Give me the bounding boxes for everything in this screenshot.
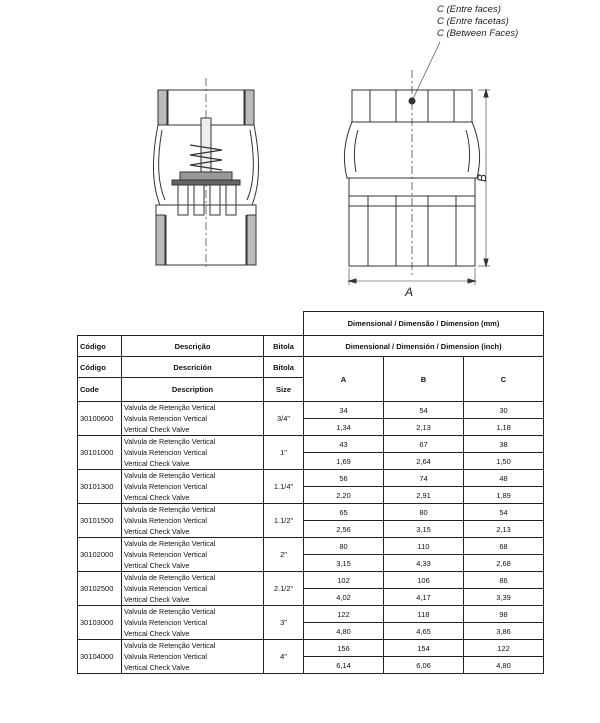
product-size: 3/4" (264, 402, 304, 436)
product-description (122, 402, 264, 436)
product-code: 30104000 (78, 640, 122, 674)
product-size: 2.1/2" (264, 572, 304, 606)
dim-inch-b: 4,17 (384, 589, 464, 606)
dim-mm-a: 80 (304, 538, 384, 555)
header-size: Size (264, 378, 304, 402)
section-view (153, 78, 258, 270)
product-description (122, 606, 264, 640)
description-line: Valvula Retencion Vertical (124, 618, 207, 627)
product-code: 30101300 (78, 470, 122, 504)
product-description (122, 640, 264, 674)
product-code: 30100600 (78, 402, 122, 436)
description-line: Valvula de Retenção Vertical (124, 403, 216, 412)
description-line: Vertical Check Valve (124, 527, 190, 536)
product-size: 2" (264, 538, 304, 572)
table-row (78, 402, 544, 419)
dim-mm-c: 68 (464, 538, 544, 555)
label-c-es: C (Entre facetas) (437, 16, 509, 27)
description-line: Vertical Check Valve (124, 561, 190, 570)
description-line: Valvula Retencion Vertical (124, 448, 207, 457)
header-desc: Descrición (122, 357, 264, 378)
dim-mm-b: 67 (384, 436, 464, 453)
dim-inch-b: 6,06 (384, 657, 464, 674)
dim-mm-b: 80 (384, 504, 464, 521)
dim-mm-b: 118 (384, 606, 464, 623)
dim-inch-a: 2,56 (304, 521, 384, 538)
product-code: 30103000 (78, 606, 122, 640)
description-line: Valvula de Retenção Vertical (124, 505, 216, 514)
product-size: 1" (264, 436, 304, 470)
table-row (78, 436, 544, 453)
header-code: Code (78, 378, 122, 402)
col-header-c: C (464, 357, 544, 402)
dim-inch-c: 1,50 (464, 453, 544, 470)
description-line: Valvula de Retenção Vertical (124, 437, 216, 446)
dim-mm-c: 54 (464, 504, 544, 521)
description-line: Valvula Retencion Vertical (124, 482, 207, 491)
col-header-b: B (384, 357, 464, 402)
description-line: Valvula Retencion Vertical (124, 516, 207, 525)
dim-inch-c: 4,80 (464, 657, 544, 674)
description-line: Valvula de Retenção Vertical (124, 641, 216, 650)
dim-inch-b: 4,65 (384, 623, 464, 640)
dim-mm-a: 56 (304, 470, 384, 487)
dim-mm-b: 74 (384, 470, 464, 487)
table-row (78, 606, 544, 623)
product-description (122, 436, 264, 470)
dim-mm-a: 34 (304, 402, 384, 419)
dim-inch-a: 3,15 (304, 555, 384, 572)
dim-mm-a: 43 (304, 436, 384, 453)
dim-mm-c: 86 (464, 572, 544, 589)
dim-mm-c: 48 (464, 470, 544, 487)
spec-table (77, 311, 544, 674)
dim-inch-a: 1,69 (304, 453, 384, 470)
label-c-en: C (Between Faces) (437, 28, 519, 39)
dim-mm-c: 122 (464, 640, 544, 657)
dim-inch-c: 3,39 (464, 589, 544, 606)
dim-label-a: A (405, 285, 414, 299)
description-line: Valvula de Retenção Vertical (124, 607, 216, 616)
product-size: 1.1/2" (264, 504, 304, 538)
description-line: Valvula Retencion Vertical (124, 652, 207, 661)
dim-mm-b: 54 (384, 402, 464, 419)
product-size: 1.1/4" (264, 470, 304, 504)
table-row (78, 572, 544, 589)
dim-mm-c: 98 (464, 606, 544, 623)
dim-mm-c: 30 (464, 402, 544, 419)
description-line: Vertical Check Valve (124, 663, 190, 672)
dim-inch-a: 4,80 (304, 623, 384, 640)
description-line: Vertical Check Valve (124, 493, 190, 502)
technical-drawing (0, 0, 600, 305)
description-line: Valvula Retencion Vertical (124, 584, 207, 593)
description-line: Vertical Check Valve (124, 425, 190, 434)
header-desc: Description (122, 378, 264, 402)
product-code: 30101500 (78, 504, 122, 538)
product-description (122, 504, 264, 538)
dim-mm-c: 38 (464, 436, 544, 453)
product-code: 30102500 (78, 572, 122, 606)
dim-mm-a: 65 (304, 504, 384, 521)
description-line: Valvula Retencion Vertical (124, 550, 207, 559)
dim-mm-a: 122 (304, 606, 384, 623)
product-description (122, 470, 264, 504)
dim-mm-b: 110 (384, 538, 464, 555)
dim-header-inch: Dimensional / Dimensión / Dimension (inch) (304, 336, 544, 357)
dim-inch-b: 3,15 (384, 521, 464, 538)
description-line: Valvula de Retenção Vertical (124, 471, 216, 480)
dim-inch-b: 2,13 (384, 419, 464, 436)
dim-inch-c: 1,89 (464, 487, 544, 504)
label-c-pt: C (Entre faces) (437, 4, 501, 15)
dim-inch-c: 3,86 (464, 623, 544, 640)
dim-inch-b: 4,33 (384, 555, 464, 572)
header-code: Código (78, 357, 122, 378)
dim-label-b: B (475, 173, 489, 182)
dim-inch-c: 2,13 (464, 521, 544, 538)
header-size: Bitola (264, 357, 304, 378)
header-desc: Descrição (122, 336, 264, 357)
dim-inch-b: 2,91 (384, 487, 464, 504)
dim-inch-c: 1,18 (464, 419, 544, 436)
table-row (78, 538, 544, 555)
dim-inch-c: 2,68 (464, 555, 544, 572)
dim-mm-b: 154 (384, 640, 464, 657)
dim-header-mm: Dimensional / Dimensão / Dimension (mm) (304, 312, 544, 336)
description-line: Vertical Check Valve (124, 629, 190, 638)
table-row (78, 504, 544, 521)
table-row (78, 640, 544, 657)
description-line: Vertical Check Valve (124, 459, 190, 468)
header-code: Código (78, 336, 122, 357)
dim-mm-b: 106 (384, 572, 464, 589)
dim-inch-a: 2,20 (304, 487, 384, 504)
product-code: 30102000 (78, 538, 122, 572)
product-code: 30101000 (78, 436, 122, 470)
product-size: 4" (264, 640, 304, 674)
description-line: Valvula de Retenção Vertical (124, 573, 216, 582)
dim-inch-b: 2,64 (384, 453, 464, 470)
table-row (78, 470, 544, 487)
description-line: Valvula Retencion Vertical (124, 414, 207, 423)
dim-inch-a: 6,14 (304, 657, 384, 674)
dim-mm-a: 156 (304, 640, 384, 657)
product-size: 3" (264, 606, 304, 640)
description-line: Valvula de Retenção Vertical (124, 539, 216, 548)
elevation-view (344, 42, 490, 285)
product-description (122, 538, 264, 572)
dim-inch-a: 1,34 (304, 419, 384, 436)
description-line: Vertical Check Valve (124, 595, 190, 604)
col-header-a: A (304, 357, 384, 402)
dim-mm-a: 102 (304, 572, 384, 589)
header-size: Bitola (264, 336, 304, 357)
product-description (122, 572, 264, 606)
dim-inch-a: 4,02 (304, 589, 384, 606)
